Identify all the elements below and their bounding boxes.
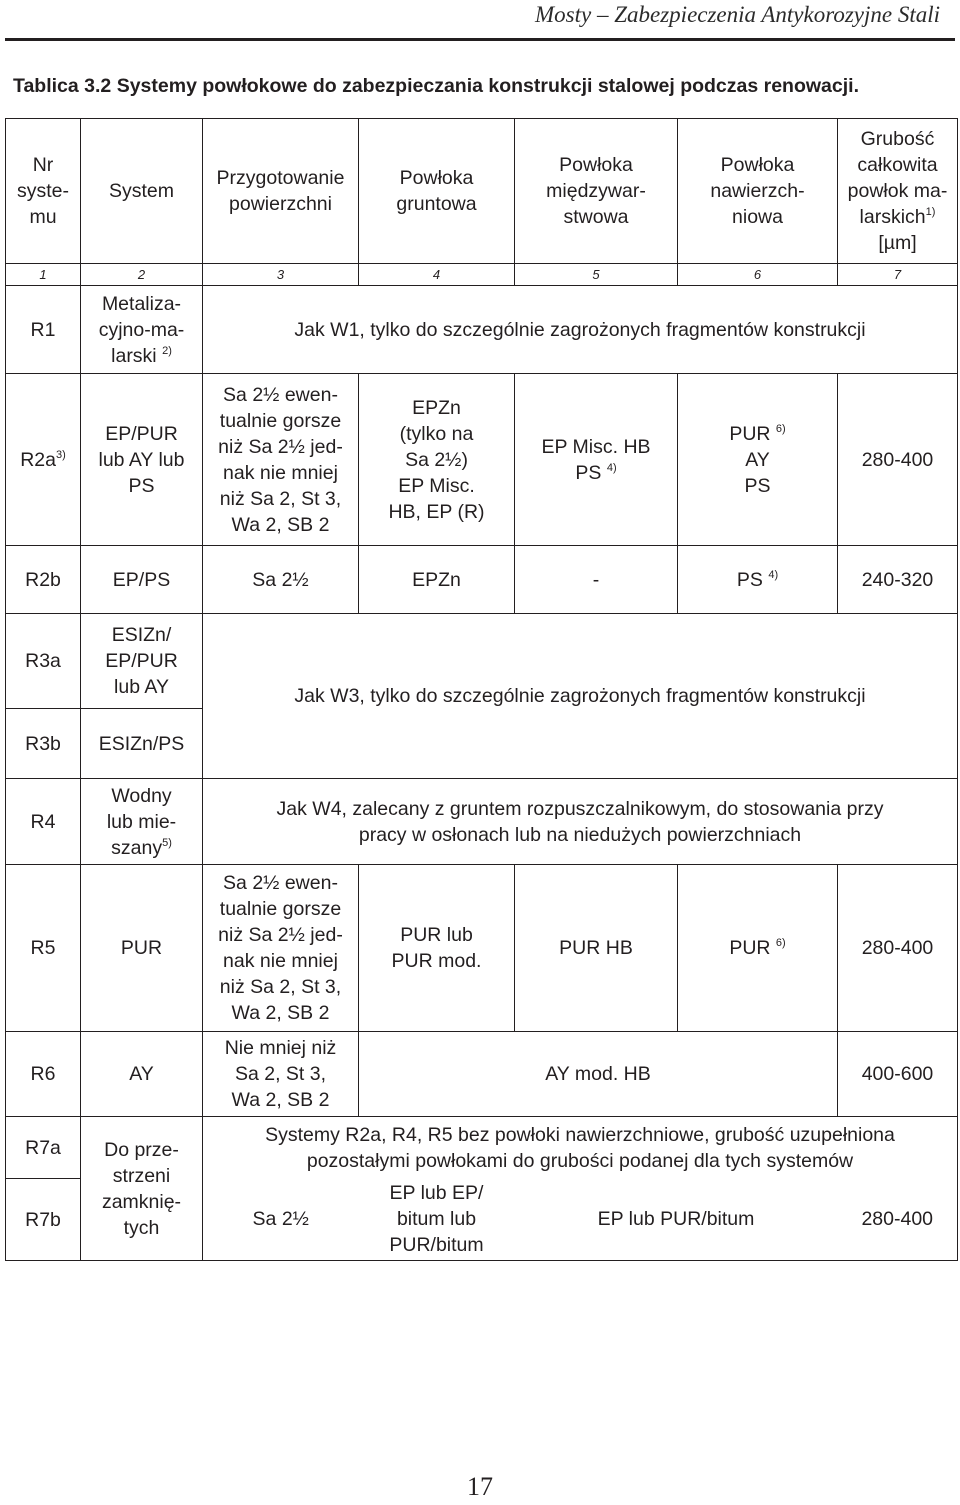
- page-number: 17: [467, 1472, 493, 1501]
- row-system: EP/PS: [81, 546, 203, 614]
- table-caption: Tablica 3.2 Systemy powłokowe do zabezpieczania konstrukcji stalowej podczas renowacji.: [13, 75, 859, 97]
- row-prep: Sa 2½ ewen- tualnie gorsze niż Sa 2½ jed- nak nie mniej niż Sa 2, St 3, Wa 2, SB 2: [203, 865, 359, 1032]
- col-number: 3: [203, 264, 359, 286]
- row-nr: R5: [6, 865, 81, 1032]
- row-primer: EPZn (tylko na Sa 2½) EP Misc. HB, EP (R): [359, 374, 515, 546]
- row-nr: R1: [6, 286, 81, 374]
- table-row-r7a: [6, 1117, 958, 1179]
- row-nr: $R2a^{3)}$: [6, 374, 81, 546]
- col-header-intermediate: Powłoka międzywar- stwowa: [515, 119, 678, 264]
- header-rule: [5, 38, 955, 41]
- col-header-system: System: [81, 119, 203, 264]
- col-header-thickness: Grubość całkowita powłok ma- larskich$^{1)}$ [µm]: [838, 119, 958, 264]
- coating-systems-table: [5, 118, 958, 1261]
- row-nr: R2b: [6, 546, 81, 614]
- col-number: 7: [838, 264, 958, 286]
- table-row-r3a: [6, 614, 958, 709]
- row-nr: R4: [6, 779, 81, 865]
- row-topcoat: PS $^{4)}$: [678, 546, 838, 614]
- row-note: Jak W4, zalecany z gruntem rozpuszczalnikowym, do stosowania przy pracy w osłonach lub na niedużych powierzchniach: [203, 779, 958, 865]
- row-primer: EPZn: [359, 546, 515, 614]
- col-number: 6: [678, 264, 838, 286]
- row-prep: Sa 2½: [203, 546, 359, 614]
- row-note: Systemy R2a, R4, R5 bez powłoki nawierzchniowe, grubość uzupełniona pozostałymi powłokami do grubości podanej dla tych systemów: [203, 1117, 958, 1179]
- row-nr: R6: [6, 1032, 81, 1117]
- row-prep: Sa 2½ ewen- tualnie gorsze niż Sa 2½ jed- nak nie mniej niż Sa 2, St 3, Wa 2, SB 2: [203, 374, 359, 546]
- row-topcoat: PUR $^{6)}$ AY PS: [678, 374, 838, 546]
- table-row-r4: [6, 779, 958, 865]
- row-thickness: 280-400: [838, 374, 958, 546]
- row-nr: R7a: [6, 1117, 81, 1179]
- col-number: 1: [6, 264, 81, 286]
- row-note: Jak W3, tylko do szczególnie zagrożonych fragmentów konstrukcji: [203, 614, 958, 779]
- table-row-r2b: [6, 546, 958, 614]
- row-system: Wodny lub mie- szany$^{5)}$: [81, 779, 203, 865]
- col-header-primer: Powłoka gruntowa: [359, 119, 515, 264]
- row-thickness: 280-400: [838, 1179, 958, 1261]
- row-note: Jak W1, tylko do szczególnie zagrożonych fragmentów konstrukcji: [203, 286, 958, 374]
- row-prep: Sa 2½: [203, 1179, 359, 1261]
- col-number: 5: [515, 264, 678, 286]
- row-thickness: 280-400: [838, 865, 958, 1032]
- row-thickness: 240-320: [838, 546, 958, 614]
- row-system: ESIZn/PS: [81, 709, 203, 779]
- row-system: AY: [81, 1032, 203, 1117]
- col-number: 2: [81, 264, 203, 286]
- table-row-r6: [6, 1032, 958, 1117]
- row-coat: EP lub PUR/bitum: [515, 1179, 838, 1261]
- row-primer: PUR lub PUR mod.: [359, 865, 515, 1032]
- row-topcoat: PUR $^{6)}$: [678, 865, 838, 1032]
- row-nr: R3a: [6, 614, 81, 709]
- row-intermediate: PUR HB: [515, 865, 678, 1032]
- col-header-nr: Nr syste- mu: [6, 119, 81, 264]
- row-coat: AY mod. HB: [359, 1032, 838, 1117]
- row-system: Do prze- strzeni zamknię- tych: [81, 1117, 203, 1261]
- row-system: EP/PUR lub AY lub PS: [81, 374, 203, 546]
- col-header-topcoat: Powłoka nawierzch- niowa: [678, 119, 838, 264]
- row-intermediate: -: [515, 546, 678, 614]
- row-intermediate: EP Misc. HB PS $^{4)}$: [515, 374, 678, 546]
- row-system: Metaliza- cyjno-ma- larski $^{2)}$: [81, 286, 203, 374]
- header-row: [6, 119, 958, 264]
- row-system: ESIZn/ EP/PUR lub AY: [81, 614, 203, 709]
- row-nr: R7b: [6, 1179, 81, 1261]
- row-system: PUR: [81, 865, 203, 1032]
- table-row-r5: [6, 865, 958, 1032]
- column-number-row: [6, 264, 958, 286]
- row-nr: R3b: [6, 709, 81, 779]
- table-row-r2a: [6, 374, 958, 546]
- row-prep: Nie mniej niż Sa 2, St 3, Wa 2, SB 2: [203, 1032, 359, 1117]
- row-thickness: 400-600: [838, 1032, 958, 1117]
- table-row-r1: [6, 286, 958, 374]
- col-header-prep: Przygotowanie powierzchni: [203, 119, 359, 264]
- running-header: Mosty – Zabezpieczenia Antykorozyjne Stali: [535, 2, 940, 27]
- row-primer: EP lub EP/ bitum lub PUR/bitum: [359, 1179, 515, 1261]
- col-number: 4: [359, 264, 515, 286]
